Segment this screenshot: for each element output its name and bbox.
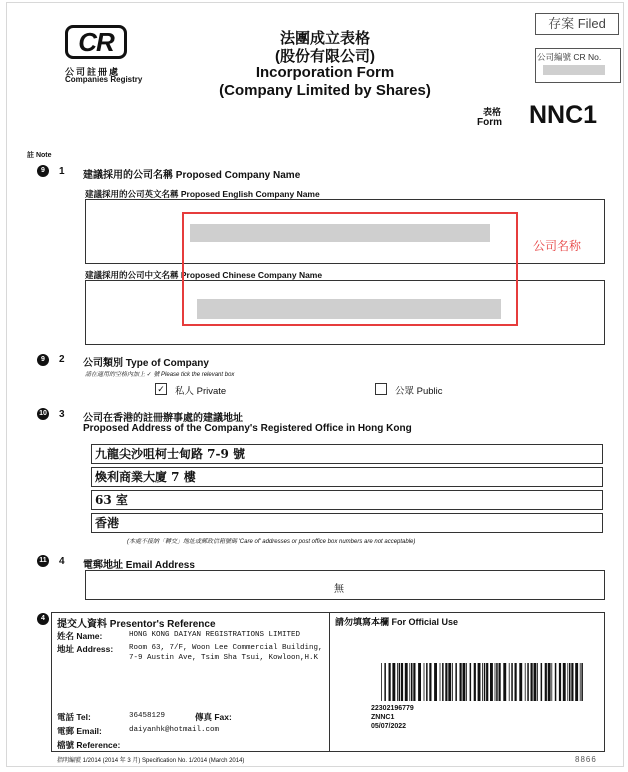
email-field[interactable]	[85, 570, 605, 600]
section-number-3: 3	[59, 409, 65, 420]
presenter-address-line-2: 7-9 Austin Ave, Tsim Sha Tsui, Kowloon,H.K	[129, 654, 319, 662]
note-label: 註 Note	[27, 152, 52, 159]
form-subtitle-zh: (股份有限公司)	[275, 48, 375, 65]
section-number-4: 4	[59, 556, 65, 567]
private-checkbox[interactable]: ✓	[155, 383, 167, 395]
address-line-3[interactable]: 63 室	[91, 490, 603, 510]
section-number-1: 1	[59, 166, 65, 177]
note-bullet-3: 10	[37, 408, 49, 420]
presenter-title: 提交人資料 Presentor's Reference	[57, 619, 216, 630]
form-label-en: Form	[477, 117, 502, 128]
tick-instruction: 請在適用的空格內加上 ✓ 號 Please tick the relevant box	[85, 372, 235, 378]
cr-logo: CR	[65, 25, 127, 59]
registry-name-en: Companies Registry	[65, 75, 143, 84]
presenter-address-line-1: Room 63, 7/F, Woon Lee Commercial Building,	[129, 644, 323, 652]
presenter-name-value: HONG KONG DAIYAN REGISTRATIONS LIMITED	[129, 631, 301, 639]
page-number: 8866	[575, 755, 597, 764]
company-name-highlight	[182, 212, 518, 326]
form-title-en: Incorporation Form	[255, 64, 395, 81]
section-number-2: 2	[59, 354, 65, 365]
public-label: 公眾 Public	[395, 386, 443, 397]
presenter-tel-value: 36458129	[129, 712, 166, 720]
incorporation-form	[6, 2, 624, 767]
section-title-2: 公司類別 Type of Company	[83, 358, 209, 369]
address-line-4[interactable]: 香港	[91, 513, 603, 533]
english-name-label: 建議採用的公司英文名稱 Proposed English Company Name	[85, 189, 320, 199]
note-bullet-2: 9	[37, 354, 49, 366]
section-title-4: 電郵地址 Email Address	[83, 560, 195, 571]
barcode	[377, 661, 587, 703]
presenter-email-label: 電郵 Email:	[57, 726, 102, 736]
note-bullet-presenter: 4	[37, 613, 49, 625]
private-label: 私人 Private	[175, 386, 227, 397]
presenter-name-label: 姓名 Name:	[57, 631, 103, 641]
registry-name-zh: 公司註冊處	[65, 67, 121, 77]
company-name-annotation: 公司名称	[533, 239, 582, 253]
form-subtitle-en: (Company Limited by Shares)	[219, 82, 431, 99]
filed-stamp: 存案 Filed	[535, 13, 619, 35]
cr-number-label: 公司編號 CR No.	[537, 52, 602, 62]
chinese-name-label: 建議採用的公司中文名稱 Proposed Chinese Company Name	[85, 270, 323, 280]
form-label-zh: 表格	[483, 107, 502, 117]
note-bullet-1: 9	[37, 165, 49, 177]
section-title-1: 建議採用的公司名稱 Proposed Company Name	[83, 170, 301, 181]
address-line-1[interactable]: 九龍尖沙咀柯士甸路 7-9 號	[91, 444, 603, 464]
specification-footer: 指明編號 1/2014 (2014 年 3 月) Specification No. 1/2014 (March 2014)	[57, 758, 245, 764]
note-bullet-4: 11	[37, 555, 49, 567]
official-date: 05/07/2022	[371, 723, 407, 730]
barcode-number: 22302196779	[371, 705, 414, 712]
presenter-tel-label: 電話 Tel:	[57, 712, 91, 722]
presenter-reference-label: 檔號 Reference:	[57, 740, 121, 750]
presenter-fax-label: 傳真 Fax:	[195, 712, 232, 722]
official-use-title: 請勿填寫本欄 For Official Use	[335, 617, 459, 627]
section-title-3-zh: 公司在香港的註冊辦事處的建議地址	[83, 413, 243, 424]
section-title-3-en: Proposed Address of the Company's Registered Office in Hong Kong	[83, 423, 412, 434]
cr-number-redacted	[543, 65, 605, 75]
address-line-2[interactable]: 煥利商業大廈 7 樓	[91, 467, 603, 487]
email-value: 無	[334, 584, 344, 595]
presenter-address-label: 地址 Address:	[57, 644, 114, 654]
public-checkbox[interactable]	[375, 383, 387, 395]
presenter-email-value: daiyanhk@hotmail.com	[129, 726, 220, 734]
address-footnote: (本處不接納「轉交」地址或郵政信箱號碼 'Care of' addresses or post office box numbers are not acceptable)	[127, 539, 416, 545]
presenter-divider	[329, 612, 330, 752]
form-code: NNC1	[529, 101, 598, 129]
form-title-zh: 法團成立表格	[279, 30, 370, 47]
official-form-code: ZNNC1	[371, 714, 395, 721]
